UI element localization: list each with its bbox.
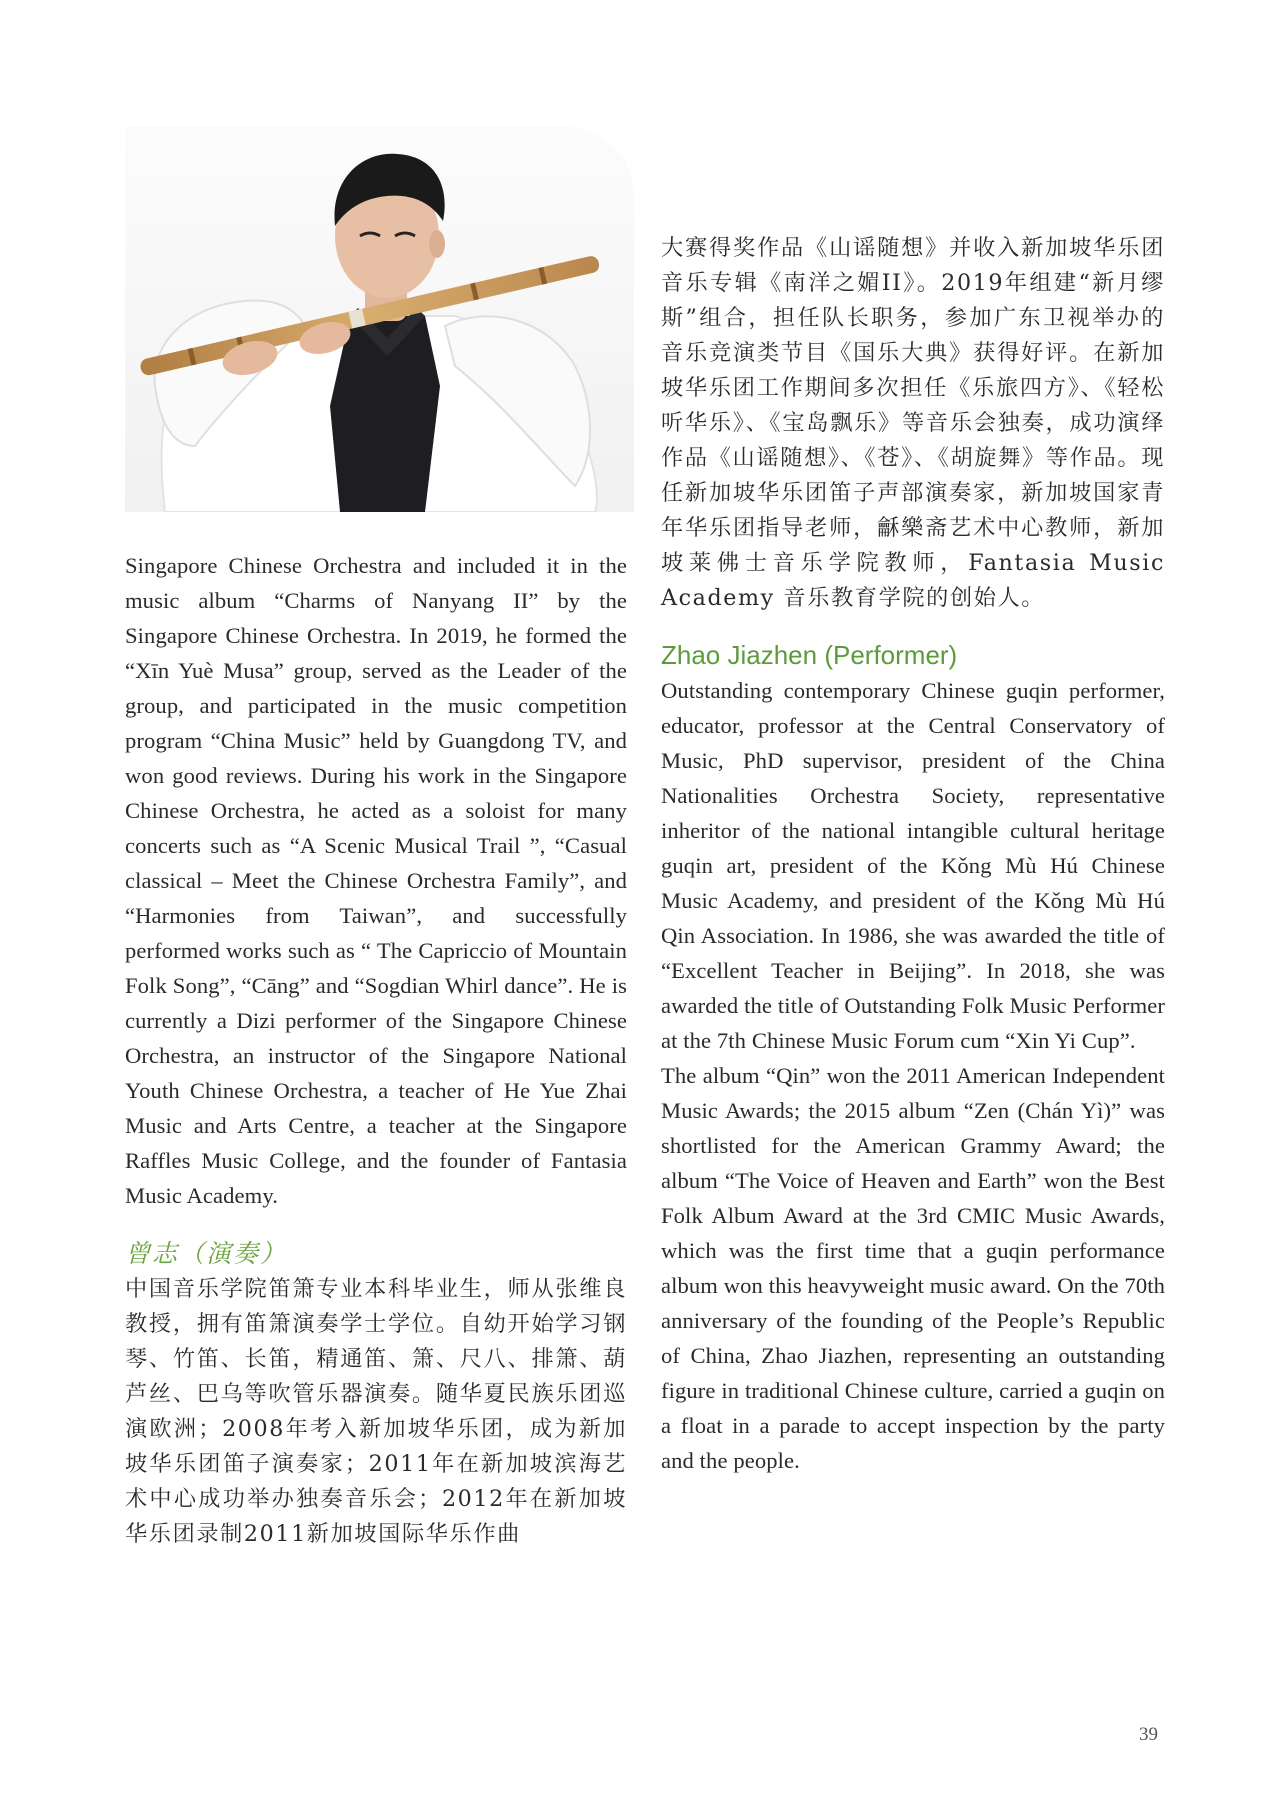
biography-paragraph-zh-continued: 大赛得奖作品《山谣随想》并收入新加坡华乐团音乐专辑《南洋之媚II》。2019年组建“新月缪斯”组合，担任队长职务，参加广东卫视举办的音乐竞演类节目《国乐大典》获得好评。在新加坡华乐团工作期间多次担任《乐旅四方》、《轻松听华乐》、《宝岛飘乐》等音乐会独奏，成功演绎作品《山谣随想》、《苍》、《胡旋舞》等作品。现任新加坡华乐团笛子声部演奏家，新加坡国家青年华乐团指导老师，龢樂斋艺术中心教师，新加坡莱佛士音乐学院教师，Fantasia Music Academy 音乐教育学院的创始人。: [661, 235, 1165, 611]
biography-paragraph-en: Singapore Chinese Orchestra and included it in the music album “Charms of Nanyang II” by the Singapore Chinese Orchestra. In 2019, he formed the “Xīn Yuè Musa” group, served as the Leader of the group, and participated in the music competition program “China Music” held by Guangdong TV, and won good reviews. During his work in the Singapore Chinese Orchestra, he acted as a soloist for many concerts such as “A Scenic Musical Trail ”, “Casual classical – Meet the Chinese Orchestra Family”, and “Harmonies from Taiwan”, and successfully performed works such as “ The Capriccio of Mountain Folk Song”, “Cāng” and “Sogdian Whirl dance”. He is currently a Dizi performer of the Singapore Chinese Orchestra, an instructor of the Singapore National Youth Chinese Orchestra, a teacher of He Yue Zhai Music and Arts Centre, a teacher at the Singapore Raffles Music College, and the founder of Fantasia Music Academy.: [125, 553, 627, 1208]
biography-paragraph-en-1: Outstanding contemporary Chinese guqin performer, educator, professor at the Central Conservatory of Music, PhD supervisor, president of the China Nationalities Orchestra Society, representative inheritor of the national intangible cultural heritage guqin art, president of the Kǒng Mù Hú Chinese Music Academy, and president of the Kǒng Mù Hú Qin Association. In 1986, she was awarded the title of “Excellent Teacher in Beijing”. In 2018, she was awarded the title of Outstanding Folk Music Performer at the 7th Chinese Music Forum cum “Xin Yi Cup”.: [661, 678, 1165, 1053]
section-heading-zh: 曾志（演奏）: [125, 1239, 288, 1268]
page-number: 39: [1139, 1724, 1158, 1745]
right-column: [661, 231, 1165, 1478]
section-heading-en: Zhao Jiazhen (Performer): [661, 640, 958, 670]
left-column: [125, 548, 627, 1552]
performer-illustration: [125, 126, 634, 512]
biography-paragraph-zh: 中国音乐学院笛箫专业本科毕业生，师从张维良教授，拥有笛箫演奏学士学位。自幼开始学习钢琴、竹笛、长笛，精通笛、箫、尺八、排箫、葫芦丝、巴乌等吹管乐器演奏。随华夏民族乐团巡演欧洲；2008年考入新加坡华乐团，成为新加坡华乐团笛子演奏家；2011年在新加坡滨海艺术中心成功举办独奏音乐会；2012年在新加坡华乐团录制2011新加坡国际华乐作曲: [125, 1276, 627, 1547]
biography-paragraph-en-2: The album “Qin” won the 2011 American Independent Music Awards; the 2015 album “Zen (Chán Yì)” was shortlisted for the American Grammy Award; the album “The Voice of Heaven and Earth” won the Best Folk Album Award at the 3rd CMIC Music Awards, which was the first time that a guqin performance album won this heavyweight music award. On the 70th anniversary of the founding of the People’s Republic of China, Zhao Jiazhen, representing an outstanding figure in traditional Chinese culture, carried a guqin on a float in a parade to accept inspection by the party and the people.: [661, 1063, 1165, 1473]
performer-photo: [125, 126, 634, 512]
